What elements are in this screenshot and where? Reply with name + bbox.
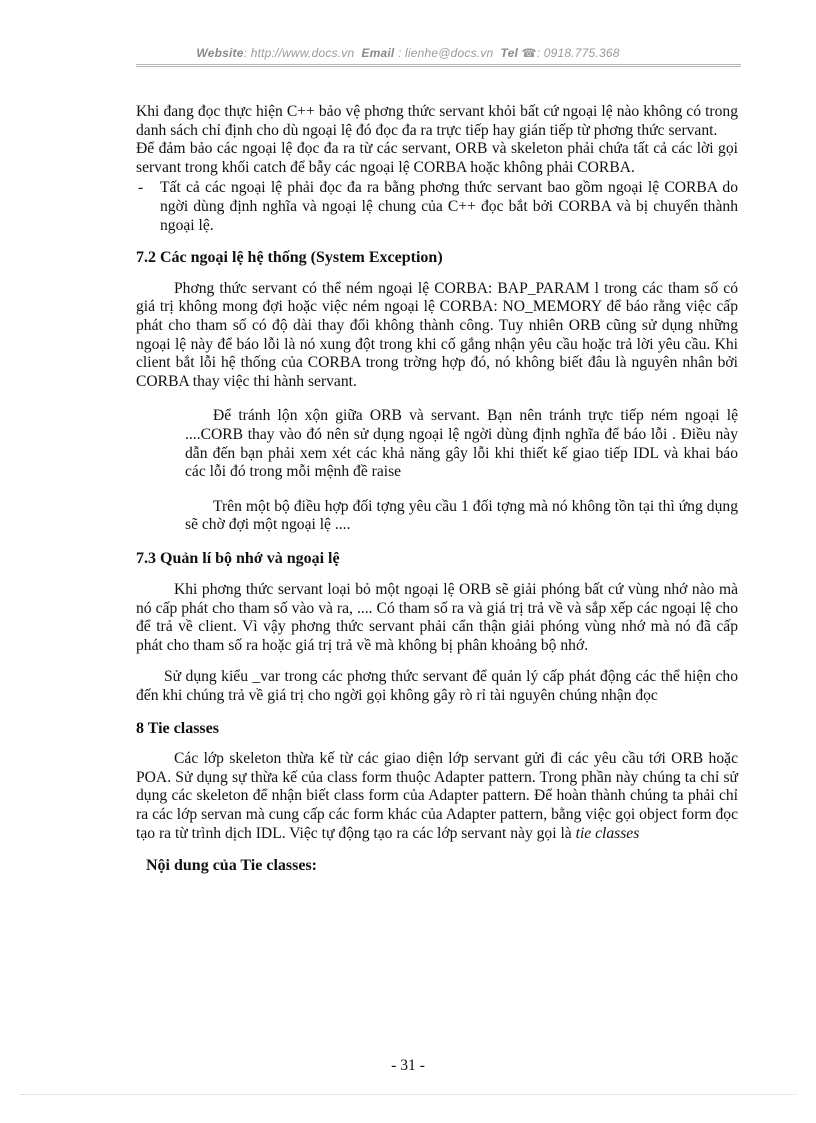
paragraph-6: Khi phơng thức servant loại bỏ một ngoại lệ ORB sẽ giải phóng bất cứ vùng nhớ nào mà nó cấp phát cho tham số vào và ra, .... Có tham số ra và giá trị trả về và sắp xếp các ngoại lệ cho để trả về client. Vì vậy phơng thức servant phải cẩn thận giải phóng vùng nhớ mà nó đã cấp phát cho tham số ra hoặc giá trị trả về mà không bị phân khoảng bộ nhớ.	[136, 581, 738, 654]
bullet-marker: -	[138, 179, 144, 197]
footer-dotted-rule	[20, 1094, 796, 1095]
paragraph-8	[136, 750, 738, 843]
header-rule-2	[136, 66, 741, 67]
page-number: - 31 -	[391, 1057, 425, 1074]
email-label: Email	[361, 46, 395, 60]
phone-icon: ☎	[521, 46, 537, 60]
section-heading-8: 8 Tie classes	[136, 719, 219, 737]
section-heading-7-2: 7.2 Các ngoại lệ hệ thống (System Exception)	[136, 249, 443, 267]
paragraph-2: Để đảm bảo các ngoại lệ đọc đa ra từ các servant, ORB và skeleton phải chứa tất cả các lời gọi servant trong khối catch để bẫy các ngoại lệ CORBA hoặc không phải CORBA.	[136, 140, 738, 176]
section-heading-7-3: 7.3 Quản lí bộ nhớ và ngoại lệ	[136, 550, 340, 568]
tel-value: : 0918.775.368	[536, 46, 620, 60]
tie-classes-term: tie classes	[575, 824, 640, 842]
paragraph-3: Phơng thức servant có thể ném ngoại lệ CORBA: BAP_PARAM l trong các tham số có giá trị không mong đợi hoặc việc ném ngoại lệ CORBA: NO_MEMORY để báo rằng việc cấp phát cho tham số có độ dài thay đổi không thành công. Tuy nhiên ORB cũng sử dụng những ngoại lệ này để báo lỗi là nó xung đột trong khi cố gắng nhận yêu cầu hoặc trả lời yêu cầu. Khi client bắt lỗi hệ thống của CORBA trong trờng hợp đó, nó không biết đâu là nguyên nhân bởi CORBA thay việc thi hành servant.	[136, 279, 738, 390]
website-label: Website	[196, 46, 244, 60]
website-url: : http://www.docs.vn	[243, 46, 355, 60]
page-content	[136, 103, 738, 876]
bullet-item	[136, 179, 738, 235]
subheading-tie-content: Nội dung của Tie classes:	[146, 857, 317, 875]
paragraph-5: Trên một bộ điều hợp đối tợng yêu cầu 1 đối tợng mà nó không tồn tại thì ứng dụng sẽ chờ đợi một ngoại lệ ....	[185, 497, 738, 534]
email-value: : lienhe@docs.vn	[397, 46, 494, 60]
paragraph-4: Để tránh lộn xộn giữa ORB và servant. Bạn nên tránh trực tiếp ném ngoại lệ ....CORB thay vào đó nên sử dụng ngoại lệ ngời dùng định nghĩa để báo lỗi . Điều này dẫn đến bạn phải xem xét các khả năng gây lỗi khi thiết kế giao tiếp IDL và khai báo các lỗi đó trong mỗi mệnh đề raise	[185, 407, 738, 481]
paragraph-8-text: Các lớp skeleton thừa kế từ các giao diện lớp servant gửi đi các yêu cầu tới ORB hoặc POA. Sử dụng sự thừa kế của class form thuộc Adapter pattern. Trong phần này chúng ta chỉ sử dụng các skeleton để nhận biết class form của Adapter pattern. Để hoàn thành chúng ta phải chỉ ra các lớp servan mà cung cấp các form khác của Adapter pattern, bằng việc gọi object form đọc tạo ra từ trình dịch IDL. Việc tự động tạo ra các lớp servant này gọi là	[136, 750, 738, 842]
header-rule	[136, 64, 741, 65]
bullet-text: Tất cả các ngoại lệ phải đọc đa ra bằng phơng thức servant bao gồm ngoại lệ CORBA do ngời dùng định nghĩa và ngoại lệ chung của C++ đọc bắt bởi CORBA và bị chuyển thành ngoại lệ.	[160, 179, 738, 234]
paragraph-7: Sử dụng kiểu _var trong các phơng thức servant để quản lý cấp phát động các thể hiện cho đến khi chúng trả về giá trị cho ngời gọi không gây rò rỉ tài nguyên chúng nhận đọc	[136, 668, 738, 705]
tel-label: Tel	[500, 46, 518, 60]
paragraph-1: Khi đang đọc thực hiện C++ bảo vệ phơng thức servant khỏi bất cứ ngoại lệ nào không có trong danh sách chỉ định cho dù ngoại lệ đó đọc đa ra trực tiếp hay gián tiếp từ phơng thức servant.	[136, 103, 738, 139]
page-header	[0, 46, 816, 60]
